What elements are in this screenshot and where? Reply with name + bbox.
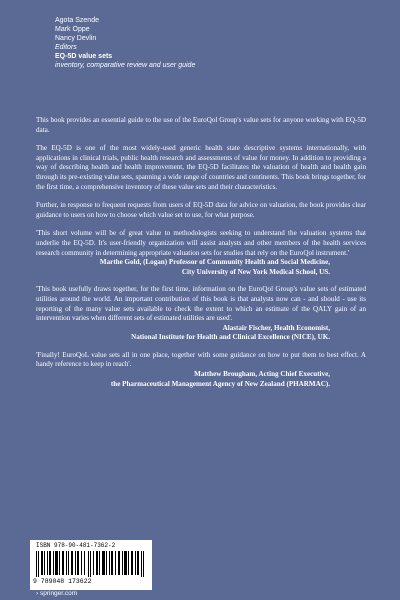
endorsement-quote	[36, 229, 366, 277]
barcode	[30, 540, 152, 590]
quote-text: 'This book usefully draws together, for the first time, information on the EuroQol Group's value sets of estimated utilities around the world. An important contribution of this book is that analysts now can - and should - use its reporting of the many value sets available to check the extent to which an estimate of the QALY gain of an intervention varies when different sets of estimated utilities are used'.	[36, 285, 366, 323]
editor-name: Agota Szende	[55, 17, 99, 24]
description-paragraph: This book provides an essential guide to the use of the EuroQol Group's value sets for anyone working with EQ-5D data.	[36, 116, 366, 134]
barcode-icon	[36, 551, 144, 577]
quote-attribution: City University of New York Medical School, US.	[181, 267, 330, 276]
endorsement-quote	[36, 351, 366, 389]
quote-attribution: the Pharmaceutical Management Agency of New Zealand (PHARMAC).	[110, 379, 330, 388]
description-paragraph: Further, in response to frequent requests from users of EQ-5D data for advice on valuation, the book provides clear guidance to users on how to choose which value set to use, for what purpose.	[36, 201, 366, 219]
barcode-digits: 9 789048 173622	[33, 578, 92, 585]
quote-text: 'This short volume will be of great value to methodologists seeking to understand the valuation systems that underlie the EQ-5D. It's user-friendly organization will assist analysts and other members of the health services research community in determining appropriate valuation sets for studies that rely on the EuroQol instrument.'	[36, 229, 366, 257]
description-paragraph: The EQ-5D is one of the most widely-used generic health state descriptive systems internationally, with applications in clinical trials, public health research and assessments of value for money. In addition to providing a way of describing health and health improvement, the EQ-5D facilitates the valuation of health and health gain through its pre-existing value sets, spanning a wide range of countries and continents. This book brings together, for the first time, a comprehensive inventory of these value sets and their characteristics.	[36, 144, 366, 191]
editor-name: Nancy Devlin	[55, 35, 97, 42]
quote-attribution: National Institute for Health and Clinical Excellence (NICE), UK.	[131, 333, 330, 342]
editors-role: Editors	[55, 44, 77, 51]
quote-text: 'Finally! EuroQoL value sets all in one place, together with some guidance on how to put them to best effect. A handy reference to keep in reach'.	[36, 350, 366, 369]
publisher-url[interactable]: › springer.com	[36, 590, 78, 597]
editors-block	[55, 16, 195, 70]
isbn-label: ISBN 978-90-481-7362-2	[36, 542, 116, 549]
quote-attribution: Matthew Brougham, Acting Chief Executive,	[194, 370, 330, 379]
quote-attribution: Alastair Fischer, Health Economist,	[222, 323, 330, 332]
quote-attribution: Marthe Gold, (Logan) Professor of Community Health and Social Medicine,	[99, 258, 330, 267]
book-title: EQ-5D value sets	[55, 53, 113, 60]
book-subtitle: inventory, comparative review and user guide	[55, 62, 196, 69]
back-cover-text	[36, 116, 366, 397]
endorsement-quote	[36, 285, 366, 343]
editor-name: Mark Oppe	[55, 26, 90, 33]
